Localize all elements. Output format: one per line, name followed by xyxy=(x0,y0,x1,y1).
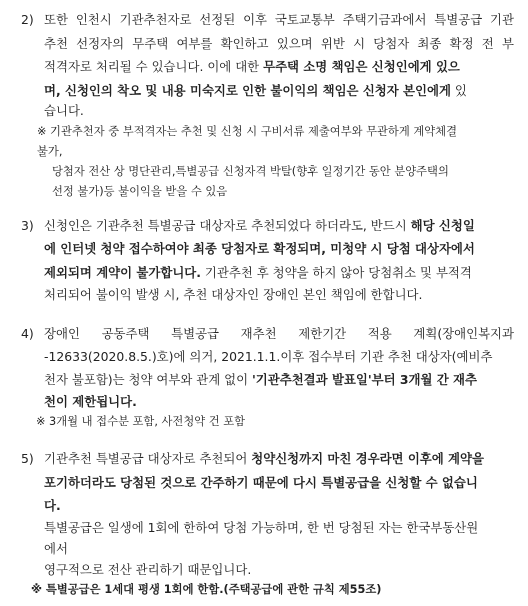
paragraph-2-line-1: 또한 인천시 기관추천자로 선정된 이후 국토교통부 주택기금과에서 특별공급 기관 xyxy=(44,12,514,27)
paragraph-4-note: ※ 3개월 내 접수분 포함, 사전청약 건 포함 xyxy=(36,415,246,428)
paragraph-4-line-1: 장애인 공동주택 특별공급 재추천 제한기간 적용 계획(장애인복지과 xyxy=(44,326,514,341)
paragraph-5-bold-text-1: 청약신청까지 마친 경우라면 이후에 계약을 xyxy=(251,451,484,466)
paragraph-2-note-line-1: ※ 기관추천자 중 부적격자는 추천 및 신청 시 구비서류 제출여부와 무관하게 계약체결 xyxy=(37,125,458,138)
paragraph-3-bold-text-1: 해당 신청일 xyxy=(410,218,475,233)
paragraph-5-line-1-plain: 기관추천 특별공급 대상자로 추천되어 xyxy=(44,451,252,466)
paragraph-number-2: 2) xyxy=(21,12,34,27)
paragraph-2-line-2: 추천 선정자의 무주택 여부를 확인하고 있으며 위반 시 당첨자 최종 확정 전 부 xyxy=(44,36,514,51)
paragraph-5-line-1 xyxy=(44,450,484,468)
paragraph-2-line-4-plain: 있 xyxy=(450,83,467,98)
paragraph-4-line-3 xyxy=(44,371,477,389)
paragraph-2-line-3-plain: 적격자로 처리될 수 있습니다. 이에 대한 xyxy=(44,59,264,74)
paragraph-4-bold-text-1: '기관추천결과 발표일'부터 3개월 간 재추 xyxy=(252,372,477,387)
paragraph-number-3: 3) xyxy=(21,218,34,233)
paragraph-2-note-line-2: 불가, xyxy=(37,145,63,158)
paragraph-3-line-3 xyxy=(44,264,472,282)
paragraph-2-line-3 xyxy=(44,58,460,76)
paragraph-3-bold-text-2: 제외되며 계약이 불가합니다. xyxy=(44,265,201,280)
paragraph-2-line-5: 습니다. xyxy=(44,103,84,118)
paragraph-5-line-3: 다. xyxy=(44,498,61,513)
paragraph-3-line-2: 에 인터넷 청약 접수하여야 최종 당첨자로 확정되며, 미청약 시 당첨 대상자에서 xyxy=(44,241,475,256)
paragraph-2-line-4 xyxy=(44,82,467,100)
paragraph-number-4: 4) xyxy=(21,326,34,341)
paragraph-3-line-4: 처리되어 불이익 발생 시, 추천 대상자인 장애인 본인 책임에 한합니다. xyxy=(44,287,423,302)
paragraph-4-line-2: -12633(2020.8.5.)호)에 의거, 2021.1.1.이후 접수부터 기관 추천 대상자(예비추 xyxy=(44,349,493,364)
paragraph-3-line-1 xyxy=(44,217,475,235)
paragraph-5-line-6: 영구적으로 전산 관리하기 때문입니다. xyxy=(44,562,252,577)
paragraph-4-line-4: 천이 제한됩니다. xyxy=(44,394,137,409)
paragraph-2-note-line-4: 선정 불가)등 불이익을 받을 수 있음 xyxy=(52,185,228,198)
paragraph-5-line-2: 포기하더라도 당첨된 것으로 간주하기 때문에 다시 특별공급을 신청할 수 없습니 xyxy=(44,475,478,490)
paragraph-3-line-3-plain: 기관추천 후 청약을 하지 않아 당첨취소 및 부적격 xyxy=(200,265,472,280)
paragraph-2-note-line-3: 당첨자 전산 상 명단관리,특별공급 신청자격 박탈(향후 일정기간 동안 분양주택의 xyxy=(52,165,449,178)
paragraph-number-5: 5) xyxy=(21,451,34,466)
paragraph-3-line-1-plain: 신청인은 기관추천 특별공급 대상자로 추천되었다 하더라도, 반드시 xyxy=(44,218,411,233)
paragraph-5-line-5: 에서 xyxy=(44,541,68,556)
paragraph-2-bold-text-2: 며, 신청인의 착오 및 내용 미숙지로 인한 불이익의 책임은 신청자 본인에게 xyxy=(44,83,451,98)
paragraph-4-line-3-plain: 천자 불포함)는 청약 여부와 관계 없이 xyxy=(44,372,253,387)
paragraph-5-line-4: 특별공급은 일생에 1회에 한하여 당첨 가능하며, 한 번 당첨된 자는 한국부동산원 xyxy=(44,520,479,535)
paragraph-5-note: ※ 특별공급은 1세대 평생 1회에 한함.(주택공급에 관한 규칙 제55조) xyxy=(31,583,382,596)
paragraph-2-bold-text-1: 무주택 소명 책임은 신청인에게 있으 xyxy=(263,59,460,74)
